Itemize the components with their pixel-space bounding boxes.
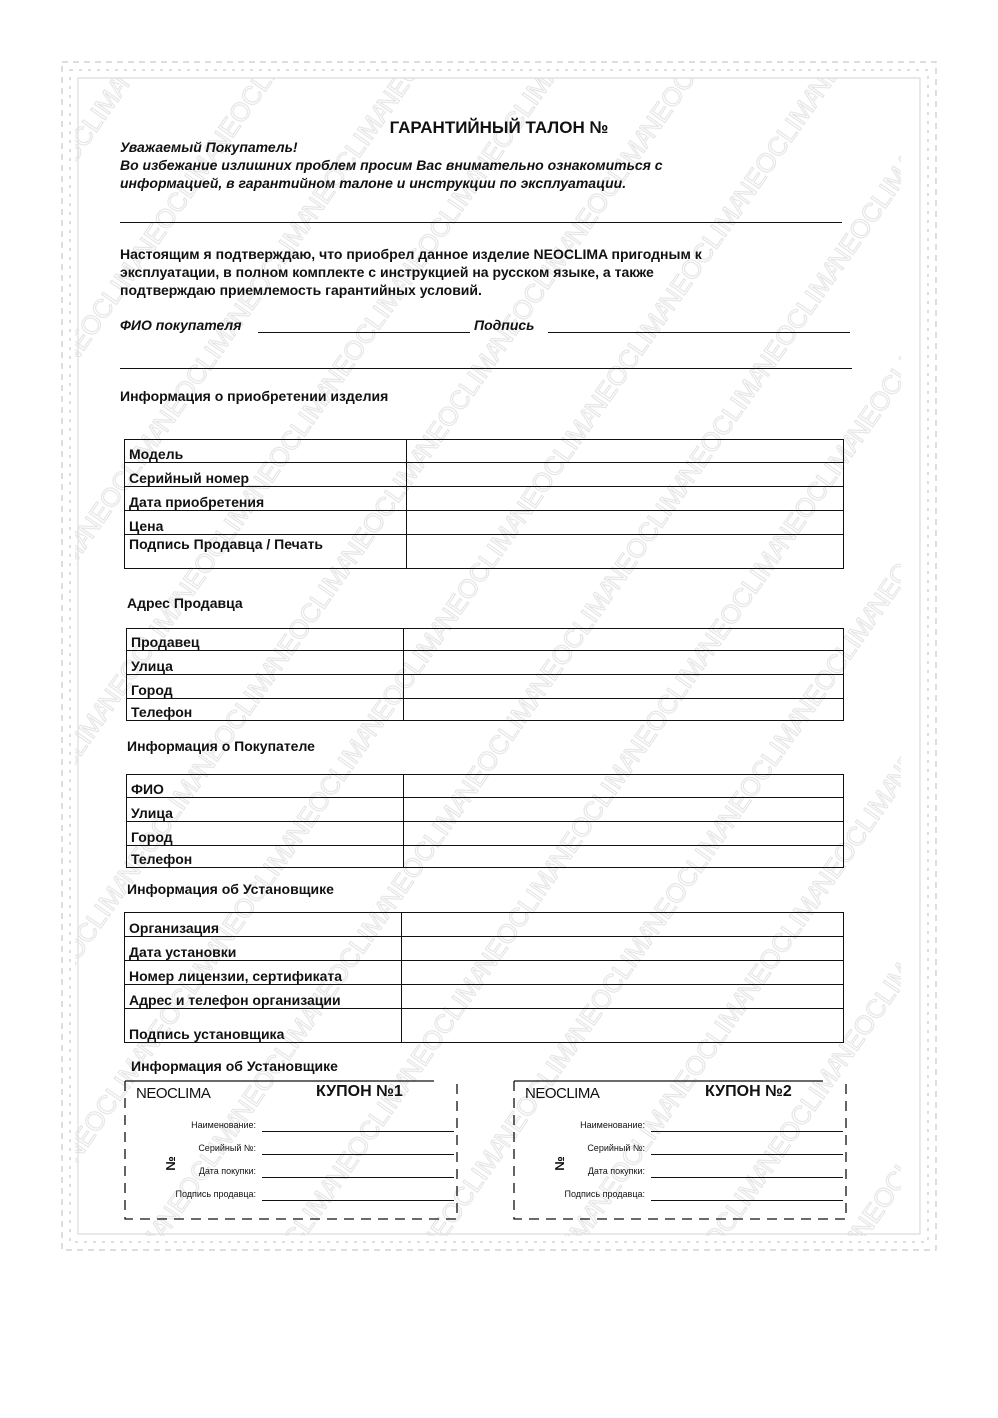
coupon-2-label-serial: Серийный №: <box>587 1143 645 1153</box>
coupon-1-line-signature[interactable] <box>262 1200 454 1201</box>
buyer-name-line[interactable] <box>258 332 470 333</box>
greeting: Уважаемый Покупатель! <box>120 139 298 155</box>
purchase-value-serial[interactable] <box>407 463 844 487</box>
purchase-value-seller-signature[interactable] <box>407 535 844 569</box>
seller-label-phone: Телефон <box>127 699 404 721</box>
coupon-2 <box>513 1080 847 1220</box>
buyer-label-city: Город <box>127 822 404 846</box>
coupon-2-label-date: Дата покупки: <box>587 1166 645 1176</box>
purchase-label-seller-signature: Подпись Продавца / Печать <box>125 535 407 569</box>
coupon-1-line-name[interactable] <box>262 1131 454 1132</box>
installer-label-license: Номер лицензии, сертификата <box>125 961 402 985</box>
coupon-1-label-name: Наименование: <box>191 1120 256 1130</box>
confirm-line-3: подтверждаю приемлемость гарантийных условий. <box>120 282 482 298</box>
seller-label-name: Продавец <box>127 629 404 651</box>
purchase-label-price: Цена <box>125 511 407 535</box>
coupon-1-line-serial[interactable] <box>262 1154 454 1155</box>
installer-heading: Информация об Установщике <box>127 881 334 897</box>
intro-line-2: информацией, в гарантийном талоне и инструкции по эксплуатации. <box>120 175 627 191</box>
purchase-label-date: Дата приобретения <box>125 487 407 511</box>
seller-label-city: Город <box>127 675 404 699</box>
purchase-value-price[interactable] <box>407 511 844 535</box>
page-title: ГАРАНТИЙНЫЙ ТАЛОН № <box>389 118 609 137</box>
buyer-value-name[interactable] <box>404 775 844 798</box>
coupon-1-label-serial: Серийный №: <box>198 1143 256 1153</box>
coupon-1-label-signature: Подпись продавца: <box>175 1189 256 1199</box>
seller-label-street: Улица <box>127 651 404 675</box>
seller-value-street[interactable] <box>404 651 844 675</box>
coupon-2-logo: NEOCLIMA <box>525 1085 600 1102</box>
coupon-2-line-signature[interactable] <box>651 1200 843 1201</box>
divider-line <box>120 222 842 223</box>
intro-line-1: Во избежание излишних проблем просим Вас внимательно ознакомиться с <box>120 157 663 173</box>
seller-value-city[interactable] <box>404 675 844 699</box>
coupon-2-line-serial[interactable] <box>651 1154 843 1155</box>
blank-line <box>120 368 852 369</box>
seller-value-phone[interactable] <box>404 699 844 721</box>
installer-label-date: Дата установки <box>125 937 402 961</box>
purchase-table <box>124 439 844 569</box>
coupon-1-number-sign: № <box>162 1156 178 1171</box>
confirm-line-1: Настоящим я подтверждаю, что приобрел данное изделие NEOCLIMA пригодным к <box>120 246 702 262</box>
purchase-label-serial: Серийный номер <box>125 463 407 487</box>
signature-line[interactable] <box>548 332 850 333</box>
installer-value-org[interactable] <box>402 913 844 937</box>
confirm-line-2: эксплуатации, в полном комплекте с инструкцией на русском языке, а также <box>120 264 654 280</box>
installer-value-signature[interactable] <box>402 1009 844 1043</box>
coupon-2-label-name: Наименование: <box>580 1120 645 1130</box>
coupon-2-line-name[interactable] <box>651 1131 843 1132</box>
installer-value-address[interactable] <box>402 985 844 1009</box>
buyer-value-city[interactable] <box>404 822 844 846</box>
seller-table <box>126 628 844 721</box>
coupon-2-label-signature: Подпись продавца: <box>564 1189 645 1199</box>
purchase-label-model: Модель <box>125 440 407 463</box>
coupon-2-number-sign: № <box>551 1156 567 1171</box>
seller-value-name[interactable] <box>404 629 844 651</box>
installer-label-signature: Подпись установщика <box>125 1009 402 1043</box>
purchase-value-date[interactable] <box>407 487 844 511</box>
coupon-2-line-date[interactable] <box>651 1177 843 1178</box>
coupon-1 <box>124 1080 458 1220</box>
installer-value-date[interactable] <box>402 937 844 961</box>
buyer-heading: Информация о Покупателе <box>127 738 315 754</box>
seller-heading: Адрес Продавца <box>127 595 243 611</box>
installer-table <box>124 912 844 1043</box>
coupon-1-line-date[interactable] <box>262 1177 454 1178</box>
coupons-heading: Информация об Установщике <box>131 1058 338 1074</box>
coupon-1-logo: NEOCLIMA <box>136 1085 211 1102</box>
buyer-value-phone[interactable] <box>404 846 844 868</box>
installer-value-license[interactable] <box>402 961 844 985</box>
buyer-name-label: ФИО покупателя <box>120 317 242 333</box>
coupon-1-label-date: Дата покупки: <box>198 1166 256 1176</box>
coupon-2-title: КУПОН №2 <box>705 1083 792 1100</box>
buyer-value-street[interactable] <box>404 798 844 822</box>
installer-label-address: Адрес и телефон организации <box>125 985 402 1009</box>
buyer-label-street: Улица <box>127 798 404 822</box>
coupon-1-title: КУПОН №1 <box>316 1083 403 1100</box>
buyer-label-name: ФИО <box>127 775 404 798</box>
buyer-table <box>126 774 844 868</box>
purchase-value-model[interactable] <box>407 440 844 463</box>
purchase-heading: Информация о приобретении изделия <box>120 388 389 404</box>
signature-label: Подпись <box>474 317 535 333</box>
buyer-label-phone: Телефон <box>127 846 404 868</box>
installer-label-org: Организация <box>125 913 402 937</box>
